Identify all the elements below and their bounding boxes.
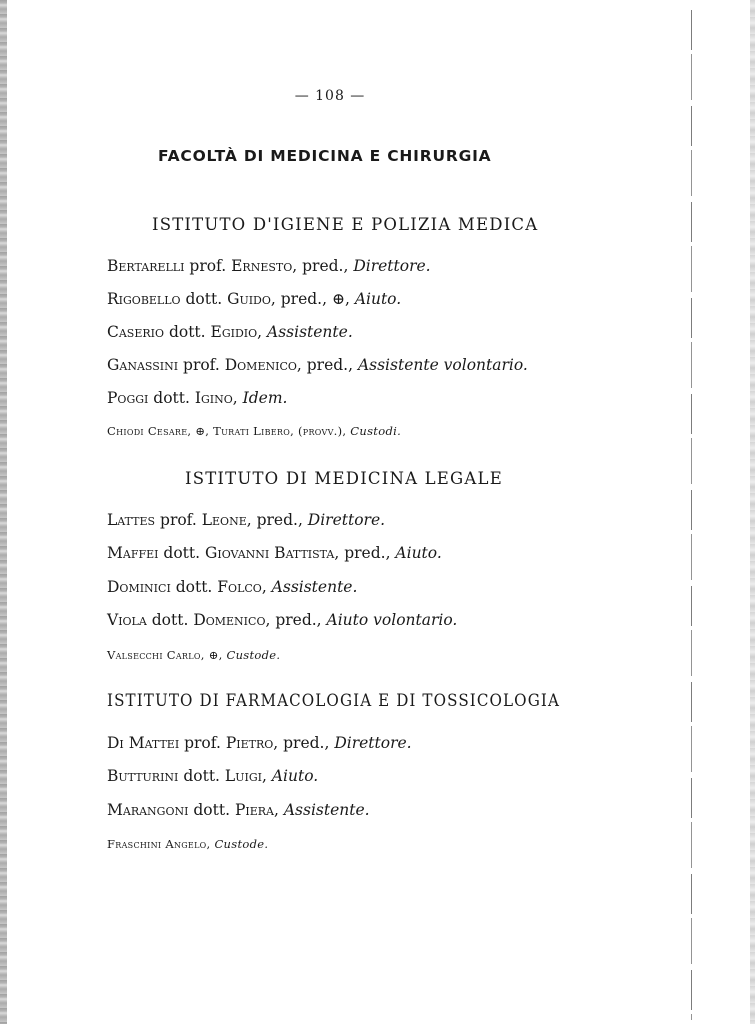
staff-entry bbox=[107, 323, 353, 341]
given-name: Domenico bbox=[224, 356, 297, 374]
role-text: Aiuto. bbox=[395, 544, 442, 562]
title-text: dott. bbox=[178, 767, 225, 785]
surname: Di Mattei bbox=[107, 734, 180, 752]
title-text: prof. bbox=[184, 257, 232, 275]
custodian-entry bbox=[107, 424, 401, 438]
page-number: — 108 — bbox=[294, 88, 366, 104]
given-name: Igino bbox=[194, 389, 233, 407]
role-text: Custode. bbox=[226, 648, 281, 662]
detail-text: , pred., bbox=[292, 257, 354, 275]
detail-text: , pred., bbox=[265, 611, 327, 629]
detail-text: , pred., bbox=[334, 544, 396, 562]
staff-entry bbox=[107, 544, 442, 562]
detail-text: , pred., bbox=[296, 356, 358, 374]
surname: Viola bbox=[107, 611, 147, 629]
scan-edge-left bbox=[0, 0, 7, 1024]
scan-edge-right bbox=[750, 0, 755, 1024]
role-text: Direttore. bbox=[334, 734, 412, 752]
staff-entry bbox=[107, 389, 287, 407]
title-text: dott. bbox=[146, 611, 194, 629]
staff-entry bbox=[107, 767, 318, 785]
surname: Dominici bbox=[107, 578, 171, 596]
given-name: Folco bbox=[217, 578, 262, 596]
faculty-title: FACOLTÀ DI MEDICINA E CHIRURGIA bbox=[158, 147, 492, 165]
surname: Lattes bbox=[107, 511, 156, 529]
role-text: Direttore. bbox=[353, 257, 431, 275]
role-text: Assistente. bbox=[283, 801, 370, 819]
role-text: Assistente volontario. bbox=[357, 356, 528, 374]
title-text: dott. bbox=[148, 389, 195, 407]
section-title-medicina-legale: ISTITUTO DI MEDICINA LEGALE bbox=[185, 469, 503, 488]
given-name: Giovanni Battista bbox=[204, 544, 335, 562]
surname: Bertarelli bbox=[107, 257, 185, 275]
title-text: dott. bbox=[180, 290, 228, 308]
staff-entry bbox=[107, 734, 412, 752]
staff-entry bbox=[107, 511, 385, 529]
title-text: dott. bbox=[170, 578, 218, 596]
detail-text: , pred., bbox=[246, 511, 308, 529]
section-title-igiene: ISTITUTO D'IGIENE E POLIZIA MEDICA bbox=[152, 215, 539, 234]
staff-entry bbox=[107, 578, 357, 596]
surname: Marangoni bbox=[107, 801, 189, 819]
detail-text: , bbox=[261, 578, 272, 596]
custodian-names: Valsecchi Carlo, ⊕, bbox=[107, 648, 227, 662]
role-text: Aiuto. bbox=[354, 290, 402, 308]
role-text: Assistente. bbox=[267, 323, 353, 341]
role-text: Aiuto. bbox=[271, 767, 319, 785]
detail-text: , pred., bbox=[273, 734, 335, 752]
role-text: Custode. bbox=[214, 837, 269, 851]
staff-entry bbox=[107, 257, 431, 275]
given-name: Egidio bbox=[210, 323, 258, 341]
title-text: dott. bbox=[164, 323, 211, 341]
detail-text: , pred., ⊕, bbox=[270, 290, 355, 308]
given-name: Leone bbox=[201, 511, 247, 529]
custodian-entry bbox=[107, 837, 268, 851]
detail-text: , bbox=[232, 389, 243, 407]
surname: Maffei bbox=[107, 544, 159, 562]
title-text: dott. bbox=[158, 544, 205, 562]
title-text: prof. bbox=[178, 356, 225, 374]
surname: Rigobello bbox=[107, 290, 181, 308]
custodian-entry bbox=[107, 648, 280, 662]
staff-entry bbox=[107, 801, 370, 819]
role-text: Idem. bbox=[242, 389, 288, 407]
staff-entry bbox=[107, 290, 401, 308]
detail-text: , bbox=[257, 323, 268, 341]
given-name: Piera bbox=[234, 801, 274, 819]
surname: Caserio bbox=[107, 323, 165, 341]
given-name: Guido bbox=[227, 290, 271, 308]
staff-entry bbox=[107, 356, 528, 374]
role-text: Assistente. bbox=[271, 578, 358, 596]
surname: Ganassini bbox=[107, 356, 179, 374]
given-name: Pietro bbox=[225, 734, 274, 752]
given-name: Domenico bbox=[193, 611, 266, 629]
surname: Butturini bbox=[107, 767, 179, 785]
surname: Poggi bbox=[107, 389, 149, 407]
detail-text: , bbox=[273, 801, 284, 819]
given-name: Ernesto bbox=[231, 257, 293, 275]
scan-fold-line bbox=[691, 10, 692, 1020]
role-text: Direttore. bbox=[307, 511, 386, 529]
given-name: Luigi bbox=[224, 767, 262, 785]
staff-entry bbox=[107, 611, 457, 629]
detail-text: , bbox=[261, 767, 272, 785]
title-text: prof. bbox=[179, 734, 226, 752]
role-text: Custodi. bbox=[350, 424, 402, 438]
section-title-farmacologia: ISTITUTO DI FARMACOLOGIA E DI TOSSICOLOGIA bbox=[107, 691, 560, 710]
custodian-names: Fraschini Angelo, bbox=[107, 837, 215, 851]
custodian-names: Chiodi Cesare, ⊕, Turati Libero, (provv.), bbox=[107, 424, 351, 438]
title-text: dott. bbox=[188, 801, 235, 819]
role-text: Aiuto volontario. bbox=[326, 611, 458, 629]
title-text: prof. bbox=[155, 511, 202, 529]
